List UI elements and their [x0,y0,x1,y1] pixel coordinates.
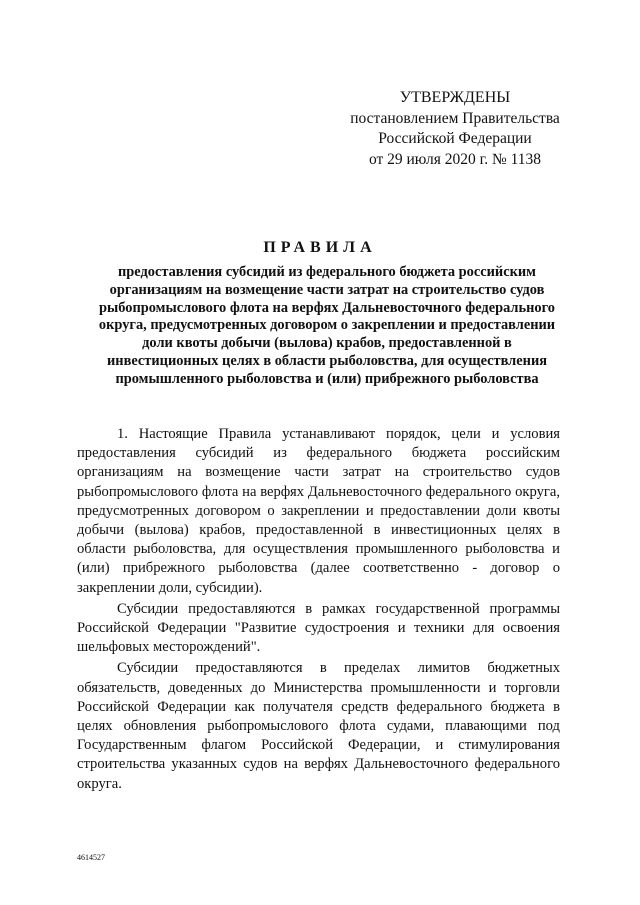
document-body [77,425,560,796]
paragraph-1: 1. Настоящие Правила устанавливают порядок, цели и условия предоставления субсидий из федерального бюджета российским организациям на возмещение части затрат на строительство судов рыбопромыслового флота на верфях Дальневосточного федерального округа, предусмотренных договором о закреплении и предоставлении доли квоты добычи (вылова) крабов, предоставленной в инвестиционных целях в области рыболовства, для осуществления промышленного рыболовства и (или) прибрежного рыболовства (далее соответственно - договор о закреплении доли, субсидии). [77,426,560,596]
paragraph-2: Субсидии предоставляются в рамках государственной программы Российской Федерации "Развитие судостроения и техники для освоения шельфовых месторождений". [77,600,560,656]
approval-line-2: Российской Федерации [378,130,532,147]
approval-heading: УТВЕРЖДЕНЫ [399,89,511,106]
document-title: ПРАВИЛА [263,239,377,256]
approval-line-3: от 29 июля 2020 г. № 1138 [368,150,542,168]
document-subtitle: предоставления субсидий из федерального бюджета российским организациям на возмещение части затрат на строительство судов рыбопромыслового флота на верфях Дальневосточного федерального округа, предусмотренных договором о закреплении и предоставлении доли квоты добычи (вылова) крабов, предоставленной в инвестиционных целях в области рыболовства, для осуществления промышленного рыболовства и (или) прибрежного рыболовства [98,264,556,387]
approval-line-1: постановлением Правительства [350,109,560,127]
document-code: 4614527 [77,853,105,862]
paragraph-3: Субсидии предоставляются в пределах лимитов бюджетных обязательств, доведенных до Министерства промышленности и торговли Российской Федерации как получателя средств федерального бюджета в целях обновления рыбопромыслового флота судами, плавающими под Государственным флагом Российской Федерации, и стимулирования строительства указанных судов на верфях Дальневосточного федерального округа. [77,660,560,792]
approval-block [345,88,565,170]
